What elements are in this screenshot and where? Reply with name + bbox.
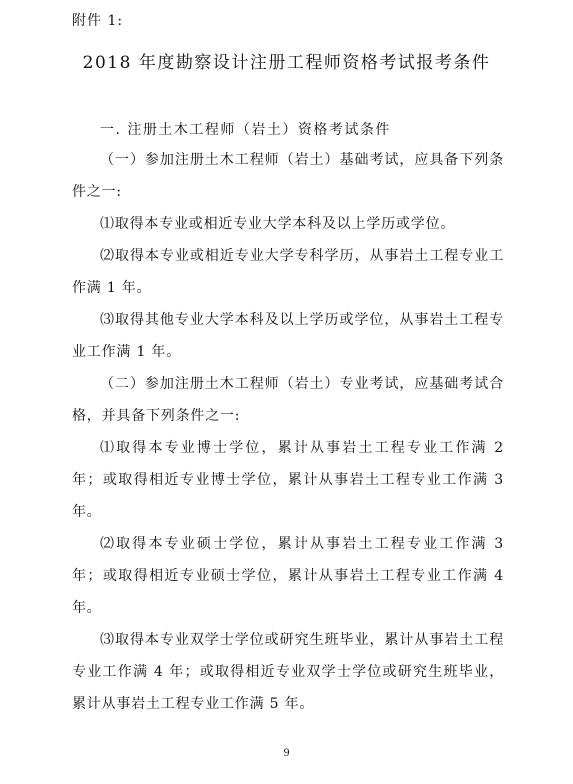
attachment-label: 附件 1: xyxy=(72,13,124,29)
document-title: 2018 年度勘察设计注册工程师资格考试报考条件 xyxy=(82,53,491,73)
paragraph-basic-condition-2: ⑵取得本专业或相近专业大学专科学历，从事岩土工程专业工作满 1 年。 xyxy=(72,248,504,296)
page-number: 9 xyxy=(283,748,290,759)
section-heading: 一. 注册土木工程师（岩土）资格考试条件 xyxy=(100,122,391,138)
paragraph-professional-exam-intro: （二）参加注册土木工程师（岩土）专业考试，应基础考试合格，并具备下列条件之一: xyxy=(72,376,504,424)
paragraph-basic-condition-1: ⑴取得本专业或相近专业大学本科及以上学历或学位。 xyxy=(100,216,456,232)
paragraph-professional-condition-2: ⑵取得本专业硕士学位，累计从事岩土工程专业工作满 3 年；或取得相近专业硕士学位，累计从事岩土工程专业工作满 4 年。 xyxy=(72,536,504,616)
paragraph-professional-condition-3: ⑶取得本专业双学士学位或研究生班毕业，累计从事岩土工程专业工作满 4 年；或取得相近专业双学士学位或研究生班毕业，累计从事岩土工程专业工作满 5 年。 xyxy=(72,632,504,712)
paragraph-basic-exam-intro: （一）参加注册土木工程师（岩土）基础考试，应具备下列条件之一: xyxy=(72,152,504,200)
paragraph-basic-condition-3: ⑶取得其他专业大学本科及以上学历或学位，从事岩土工程专业工作满 1 年。 xyxy=(72,312,504,360)
paragraph-professional-condition-1: ⑴取得本专业博士学位，累计从事岩土工程专业工作满 2 年；或取得相近专业博士学位，累计从事岩土工程专业工作满 3 年。 xyxy=(72,440,504,520)
